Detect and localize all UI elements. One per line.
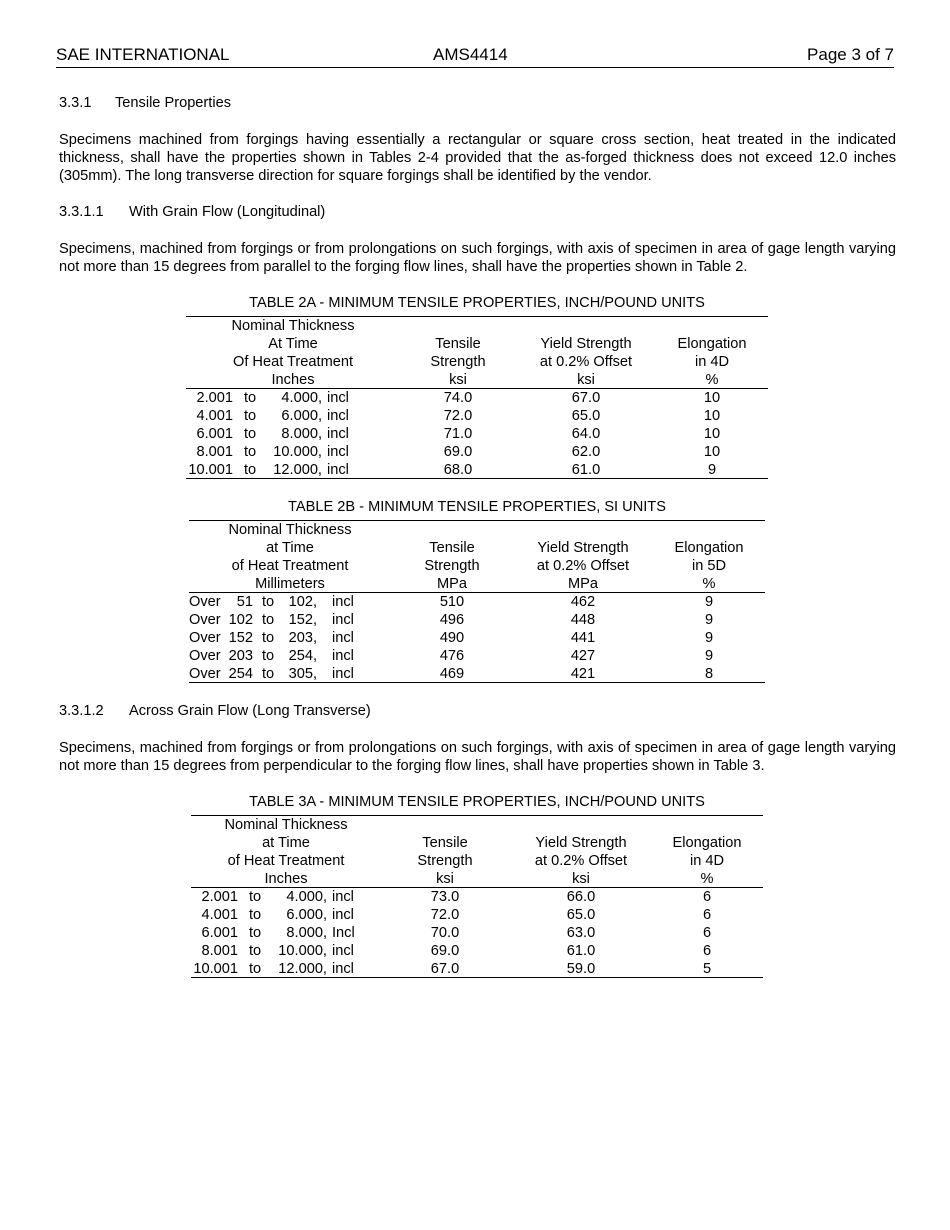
cell-from: 8.001 [201, 943, 238, 959]
cell-to: to [249, 889, 262, 905]
cell-yield: 65.0 [571, 408, 601, 424]
cell-elong: 10 [703, 390, 721, 406]
col-header-thickness-4: Millimeters [255, 576, 325, 592]
cell-incl: incl [332, 943, 354, 959]
col-header-yield-2: at 0.2% Offset [536, 558, 630, 574]
section-title: Tensile Properties [115, 95, 231, 111]
section-3-3-1-heading [59, 94, 231, 112]
col-header-thickness-2: at Time [266, 540, 314, 556]
cell-tensile: 510 [439, 594, 465, 610]
cell-elong: 9 [704, 648, 714, 664]
cell-to: to [244, 390, 257, 406]
table-title: TABLE 2B - MINIMUM TENSILE PROPERTIES, SI UNITS [288, 499, 666, 515]
col-header-elongation-2: in 5D [691, 558, 727, 574]
cell-to: to [262, 630, 275, 646]
col-header-thickness-3: of Heat Treatment [227, 853, 345, 869]
cell-upto: 8.000, [286, 925, 327, 941]
cell-incl: Incl [332, 925, 355, 941]
cell-to: to [262, 612, 275, 628]
col-header-tensile-2: Strength [430, 354, 486, 370]
col-header-yield-1: Yield Strength [535, 835, 627, 851]
col-header-yield-2: at 0.2% Offset [534, 853, 628, 869]
cell-elong: 6 [702, 907, 712, 923]
col-header-tensile-3: MPa [436, 576, 467, 592]
cell-over: Over [189, 630, 221, 646]
cell-incl: incl [332, 666, 354, 682]
table-title: TABLE 3A - MINIMUM TENSILE PROPERTIES, INCH/POUND UNITS [249, 794, 705, 810]
cell-yield: 448 [570, 612, 596, 628]
cell-upto: 12.000, [278, 961, 327, 977]
col-header-tensile-1: Tensile [422, 835, 468, 851]
col-header-yield-3: MPa [567, 576, 598, 592]
cell-to: to [249, 943, 262, 959]
cell-elong: 6 [702, 889, 712, 905]
cell-yield: 62.0 [571, 444, 601, 460]
cell-upto: 254, [288, 648, 317, 664]
col-header-thickness-3: Of Heat Treatment [232, 354, 354, 370]
cell-tensile: 72.0 [430, 907, 460, 923]
cell-elong: 6 [702, 943, 712, 959]
col-header-yield-3: ksi [577, 372, 595, 388]
col-header-yield-1: Yield Strength [537, 540, 629, 556]
cell-tensile: 70.0 [430, 925, 460, 941]
cell-from: 10.001 [193, 961, 238, 977]
cell-over: Over [189, 612, 221, 628]
cell-incl: incl [332, 630, 354, 646]
cell-elong: 9 [704, 594, 714, 610]
cell-elong: 9 [707, 462, 717, 478]
cell-over: Over [189, 648, 221, 664]
col-header-thickness-3: of Heat Treatment [231, 558, 349, 574]
section-3-3-1-1-heading [59, 203, 325, 221]
cell-from: 6.001 [201, 925, 238, 941]
col-header-elongation-1: Elongation [677, 336, 747, 352]
col-header-tensile-2: Strength [424, 558, 480, 574]
col-header-elongation-3: % [702, 576, 716, 592]
cell-yield: 61.0 [566, 943, 596, 959]
cell-from: 4.001 [196, 408, 233, 424]
col-header-thickness-2: at Time [262, 835, 310, 851]
cell-yield: 63.0 [566, 925, 596, 941]
cell-from: 4.001 [201, 907, 238, 923]
cell-tensile: 71.0 [443, 426, 473, 442]
cell-elong: 10 [703, 444, 721, 460]
section-3-3-1-2-text: Specimens, machined from forgings or from prolongations on such forgings, with axis of specimen in area of gage length varying not more than 15 degrees from perpendicular to the forging flow lines, shall have properties shown in Table 3. [59, 740, 896, 774]
cell-tensile: 72.0 [443, 408, 473, 424]
cell-incl: incl [332, 907, 354, 923]
page-header [56, 45, 894, 68]
cell-incl: incl [327, 390, 349, 406]
section-number: 3.3.1.1 [59, 204, 104, 220]
col-header-elongation-1: Elongation [674, 540, 744, 556]
section-title: Across Grain Flow (Long Transverse) [129, 703, 371, 719]
cell-tensile: 496 [439, 612, 465, 628]
col-header-yield-2: at 0.2% Offset [539, 354, 633, 370]
cell-yield: 61.0 [571, 462, 601, 478]
cell-to: to [244, 462, 257, 478]
cell-tensile: 67.0 [430, 961, 460, 977]
cell-upto: 6.000, [281, 408, 322, 424]
cell-upto: 152, [288, 612, 317, 628]
cell-tensile: 490 [439, 630, 465, 646]
cell-to: to [244, 426, 257, 442]
cell-from: 10.001 [188, 462, 233, 478]
section-title: With Grain Flow (Longitudinal) [129, 204, 326, 220]
section-number: 3.3.1 [59, 95, 92, 111]
col-header-tensile-1: Tensile [435, 336, 481, 352]
cell-incl: incl [327, 444, 349, 460]
cell-incl: incl [332, 594, 354, 610]
cell-upto: 305, [288, 666, 317, 682]
col-header-thickness-2: At Time [268, 336, 318, 352]
table-2b [189, 498, 765, 684]
col-header-yield-3: ksi [572, 871, 590, 887]
section-number: 3.3.1.2 [59, 703, 104, 719]
cell-yield: 421 [570, 666, 596, 682]
section-3-3-1-2-heading [59, 702, 371, 720]
cell-incl: incl [327, 408, 349, 424]
cell-elong: 9 [704, 630, 714, 646]
cell-upto: 12.000, [273, 462, 322, 478]
cell-yield: 427 [570, 648, 596, 664]
cell-upto: 4.000, [286, 889, 327, 905]
col-header-elongation-2: in 4D [689, 853, 725, 869]
cell-tensile: 469 [439, 666, 465, 682]
header-organization: SAE INTERNATIONAL [56, 45, 230, 64]
cell-yield: 59.0 [566, 961, 596, 977]
col-header-elongation-2: in 4D [694, 354, 730, 370]
col-header-tensile-2: Strength [417, 853, 473, 869]
cell-tensile: 68.0 [443, 462, 473, 478]
cell-to: to [262, 666, 275, 682]
header-page-number: Page 3 of 7 [807, 45, 894, 64]
col-header-yield-1: Yield Strength [540, 336, 632, 352]
cell-incl: incl [332, 961, 354, 977]
table-2a [186, 294, 768, 480]
cell-tensile: 69.0 [443, 444, 473, 460]
cell-upto: 102, [288, 594, 317, 610]
cell-from: 102 [228, 612, 253, 628]
cell-to: to [262, 594, 275, 610]
col-header-thickness-4: Inches [271, 372, 315, 388]
cell-incl: incl [327, 462, 349, 478]
cell-incl: incl [332, 648, 354, 664]
cell-elong: 10 [703, 426, 721, 442]
cell-elong: 10 [703, 408, 721, 424]
cell-incl: incl [332, 889, 354, 905]
cell-upto: 10.000, [273, 444, 322, 460]
col-header-thickness-1: Nominal Thickness [224, 817, 348, 833]
cell-to: to [249, 925, 262, 941]
cell-upto: 203, [288, 630, 317, 646]
cell-yield: 66.0 [566, 889, 596, 905]
cell-yield: 462 [570, 594, 596, 610]
cell-over: Over [189, 666, 221, 682]
cell-yield: 65.0 [566, 907, 596, 923]
cell-from: 8.001 [196, 444, 233, 460]
cell-elong: 5 [702, 961, 712, 977]
col-header-thickness-4: Inches [264, 871, 308, 887]
cell-from: 254 [228, 666, 253, 682]
cell-tensile: 73.0 [430, 889, 460, 905]
cell-yield: 64.0 [571, 426, 601, 442]
cell-over: Over [189, 594, 221, 610]
col-header-tensile-1: Tensile [429, 540, 475, 556]
cell-tensile: 476 [439, 648, 465, 664]
cell-elong: 8 [704, 666, 714, 682]
cell-from: 2.001 [196, 390, 233, 406]
cell-from: 51 [236, 594, 253, 610]
cell-yield: 67.0 [571, 390, 601, 406]
header-document-number: AMS4414 [433, 45, 508, 64]
cell-elong: 9 [704, 612, 714, 628]
cell-upto: 6.000, [286, 907, 327, 923]
cell-from: 203 [228, 648, 253, 664]
cell-tensile: 74.0 [443, 390, 473, 406]
col-header-thickness-1: Nominal Thickness [228, 522, 352, 538]
cell-from: 152 [228, 630, 253, 646]
col-header-thickness-1: Nominal Thickness [231, 318, 355, 334]
cell-upto: 8.000, [281, 426, 322, 442]
col-header-tensile-3: ksi [436, 871, 454, 887]
cell-upto: 4.000, [281, 390, 322, 406]
section-3-3-1-1-text: Specimens, machined from forgings or from prolongations on such forgings, with axis of specimen in area of gage length varying not more than 15 degrees from parallel to the forging flow lines, shall have the properties shown in Table 2. [59, 241, 896, 275]
col-header-elongation-1: Elongation [672, 835, 742, 851]
cell-from: 6.001 [196, 426, 233, 442]
cell-to: to [262, 648, 275, 664]
cell-yield: 441 [570, 630, 596, 646]
cell-from: 2.001 [201, 889, 238, 905]
cell-incl: incl [327, 426, 349, 442]
col-header-elongation-3: % [705, 372, 719, 388]
table-title: TABLE 2A - MINIMUM TENSILE PROPERTIES, INCH/POUND UNITS [249, 295, 705, 311]
col-header-tensile-3: ksi [449, 372, 467, 388]
cell-upto: 10.000, [278, 943, 327, 959]
cell-to: to [249, 961, 262, 977]
cell-to: to [244, 444, 257, 460]
cell-to: to [249, 907, 262, 923]
section-3-3-1-text: Specimens machined from forgings having essentially a rectangular or square cross section, heat treated in the indicated thickness, shall have the properties shown in Tables 2-4 provided that the as-forged thickness does not exceed 12.0 inches (305mm). The long transverse direction for square forgings shall be identified by the vendor. [59, 132, 896, 184]
cell-to: to [244, 408, 257, 424]
cell-tensile: 69.0 [430, 943, 460, 959]
col-header-elongation-3: % [700, 871, 714, 887]
cell-incl: incl [332, 612, 354, 628]
cell-elong: 6 [702, 925, 712, 941]
table-3a [191, 793, 763, 979]
